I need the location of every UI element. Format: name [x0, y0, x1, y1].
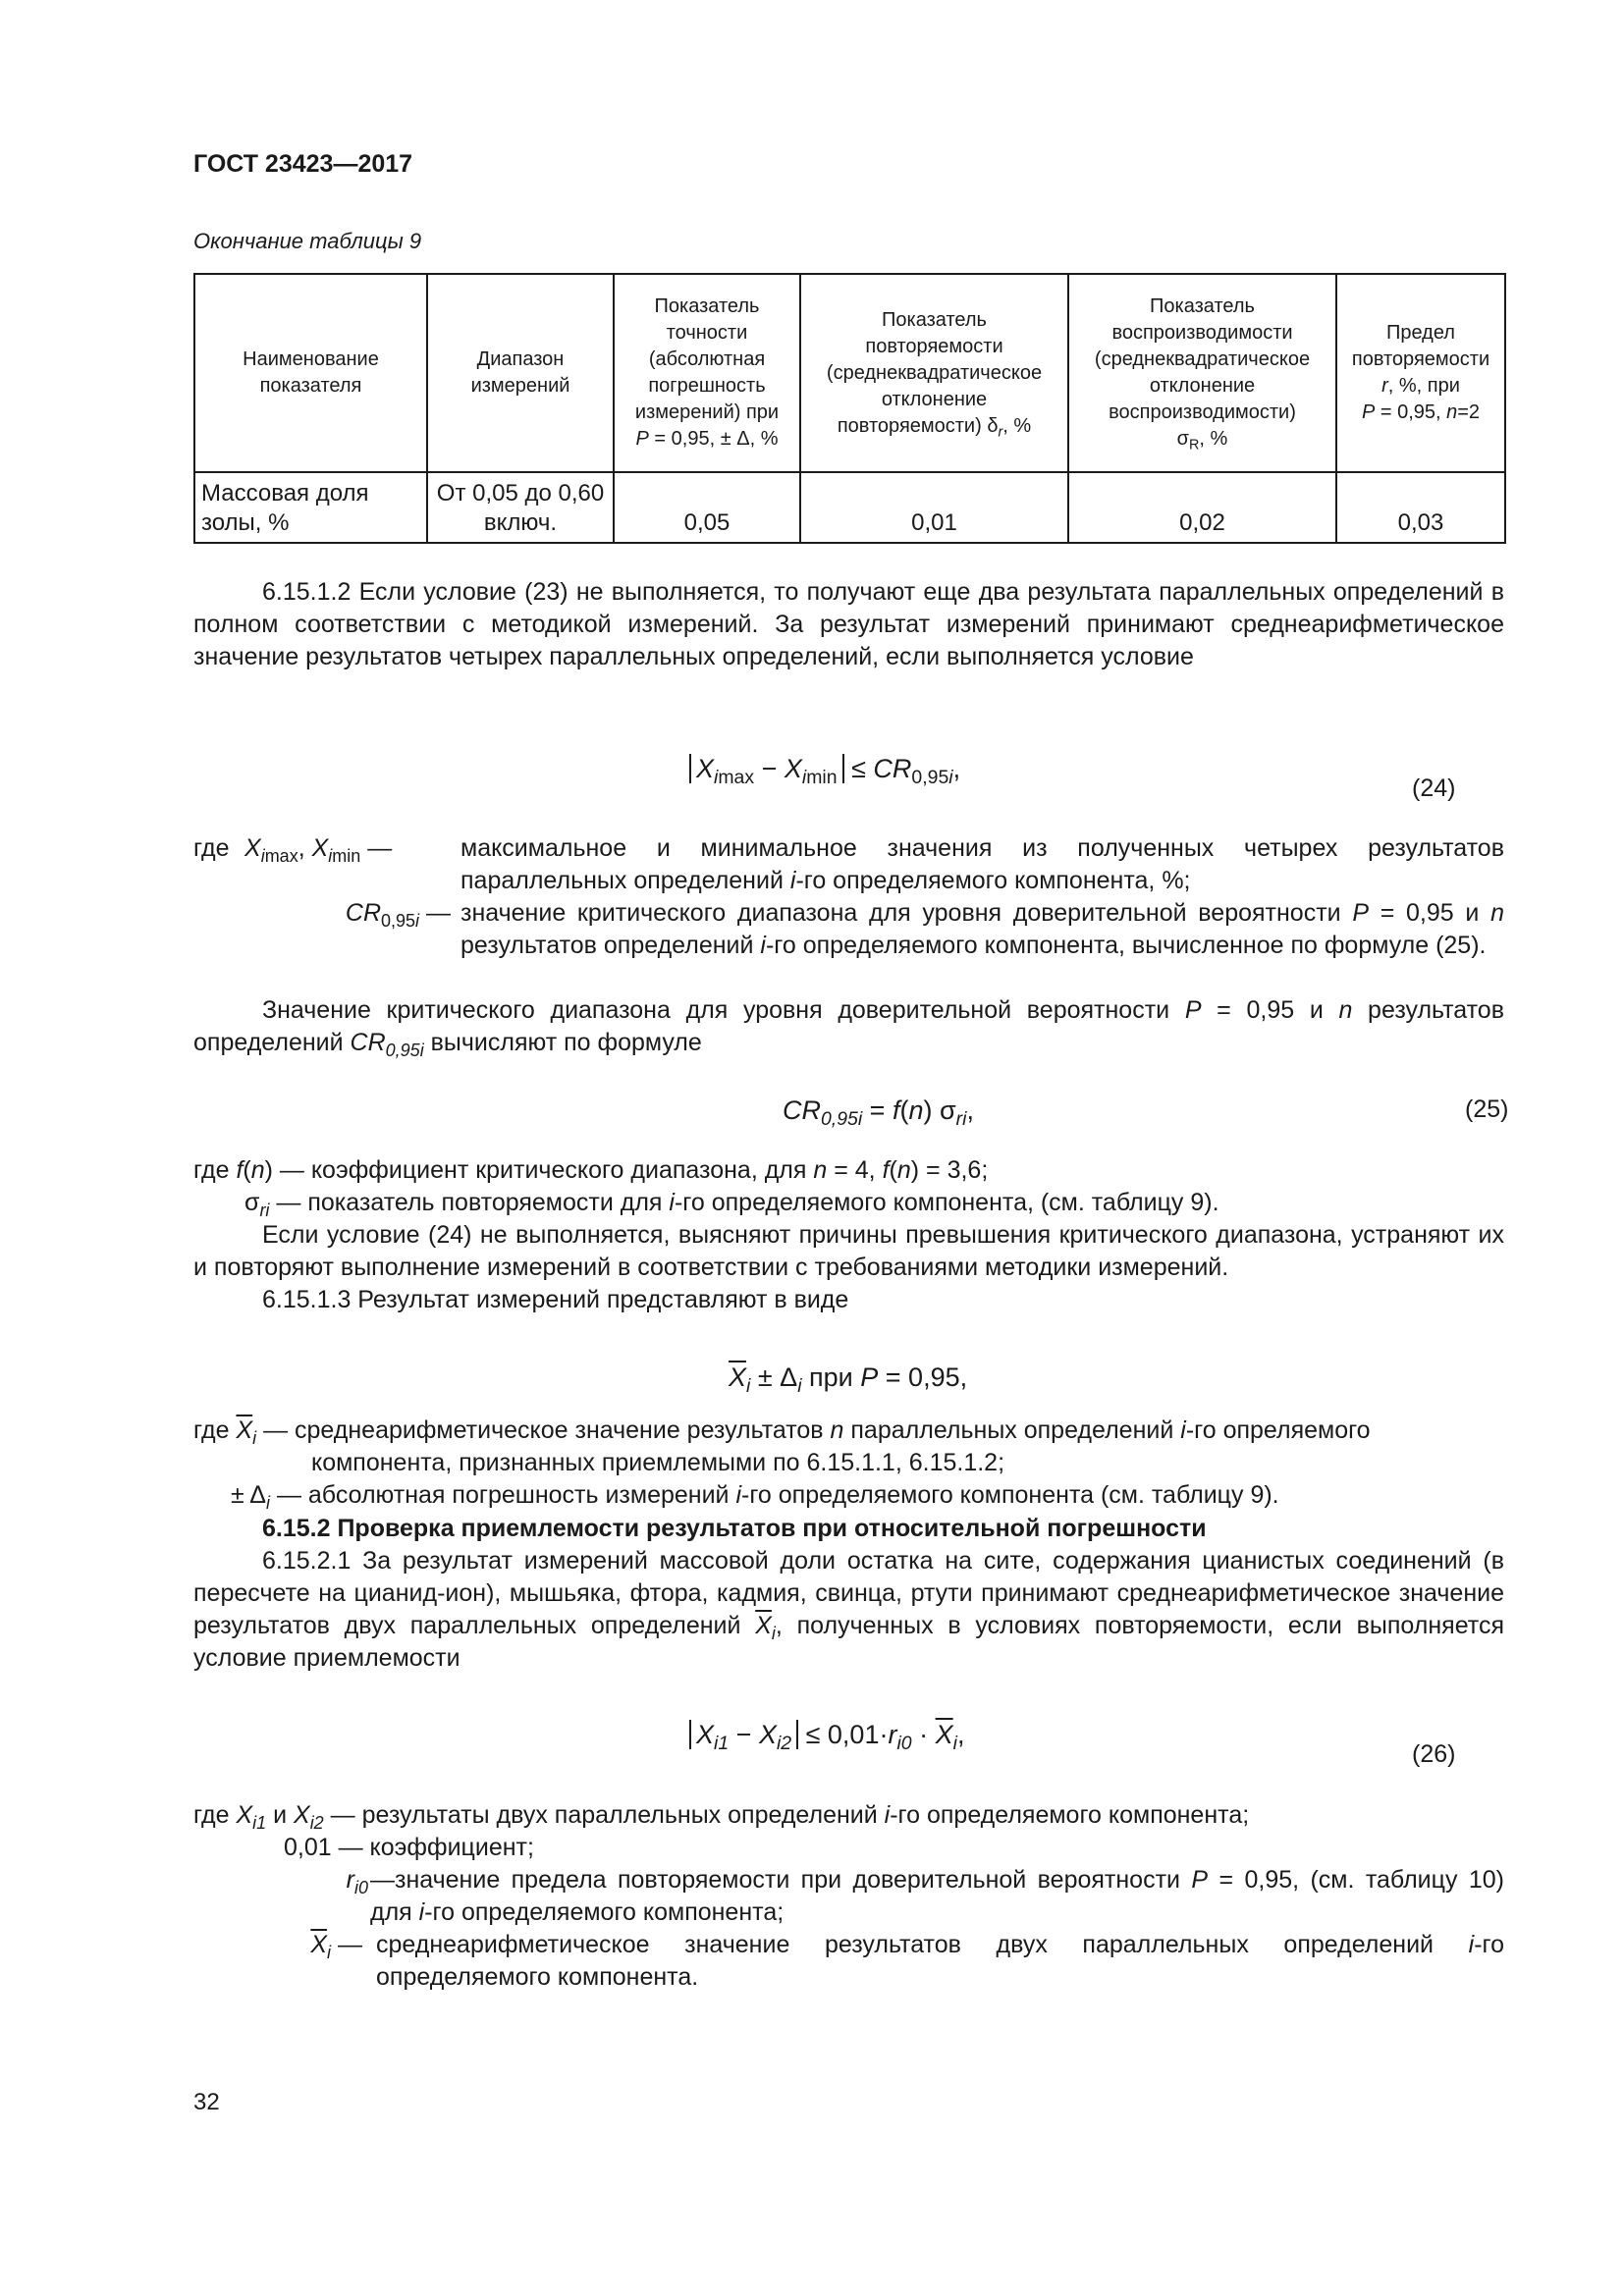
term-description: —значение предела повторяемости при доверительной вероятности P = 0,95, (см. таблицу 10) для i-го определяемого компонента; — [370, 1866, 1504, 1926]
where-list-26 — [193, 1799, 1504, 2005]
term-description: значение критического диапазона для уровня доверительной вероятности P = 0,95 и n результатов определений i-го определяемого компонента, вычисленное по формуле (25). — [460, 899, 1504, 959]
column-header: Диапазон измерений — [427, 274, 614, 472]
table-cell: Массовая доля золы, % — [194, 472, 427, 543]
table-header-row — [194, 274, 1505, 472]
table-row — [194, 472, 1505, 543]
column-header: Предел повторяемости r, %, при P = 0,95, n=2 — [1336, 274, 1505, 472]
paragraph-critical-range: Значение критического диапазона для уровня доверительной вероятности P = 0,95 и n результатов определений $CR_{0,95i}$ вычисляют по формуле — [193, 996, 1504, 1060]
term: $\overline{X}_i$ — — [310, 1931, 362, 1962]
table-cell: 0,03 — [1336, 472, 1505, 543]
equation-number: (24) — [1412, 774, 1456, 802]
table-cell: 0,02 — [1068, 472, 1336, 543]
table-cell: От 0,05 до 0,60 включ. — [427, 472, 614, 543]
where-list-25 — [193, 1154, 1504, 1219]
table-caption: Окончание таблицы 9 — [193, 229, 422, 253]
table-cell: 0,01 — [800, 472, 1068, 543]
formula-25: $CR_{0,95i} = f(n)$ $\sigma_{ri}$, — [783, 1095, 974, 1131]
paragraph-6-15-1-2: 6.15.1.2 Если условие (23) не выполняется, то получают еще два результата параллельных определений в полном соответствии с методикой измерений. За результат измерений принимают среднеарифметическое значение результатов четырех параллельных определений, если выполняется условие — [193, 578, 1504, 670]
where-list-24 — [193, 832, 1504, 989]
paragraph-condition-not-met: Если условие (24) не выполняется, выясняют причины превышения критического диапазона, устраняют их и повторяют выполнение измерений в соответствии с требованиями методики измерений. — [193, 1221, 1504, 1281]
section-heading-6-15-2: 6.15.2 Проверка приемлемости результатов при относительной погрешности — [262, 1515, 1207, 1542]
page-number: 32 — [193, 2089, 220, 2115]
equation-number: (25) — [1465, 1095, 1509, 1123]
where-item: $\sigma_{ri}$ — показатель повторяемости для i-го определяемого компонента, (см. таблицу 9). — [244, 1189, 1219, 1220]
document-code: ГОСТ 23423—2017 — [193, 150, 413, 178]
column-header: Показатель точности (абсолютная погрешность измерений) при P = 0,95, ± Δ, % — [614, 274, 800, 472]
where-list-result — [193, 1415, 1504, 1512]
table-9 — [193, 273, 1506, 544]
where-label: где — [193, 834, 230, 862]
where-item: 0,01 — коэффициент; — [284, 1834, 534, 1861]
where-item: где f(n) — коэффициент критического диапазона, для n = 4, f(n) = 3,6; — [193, 1156, 989, 1184]
term-description: среднеарифметическое значение результатов двух параллельных определений i-го определяемого компонента. — [376, 1931, 1504, 1991]
column-header: Наименование показателя — [194, 274, 427, 472]
where-item: где $\overline{X}_i$ — среднеарифметическое значение результатов n параллельных определений i-го опреляемого — [193, 1416, 1371, 1448]
equation-number: (26) — [1412, 1740, 1456, 1768]
where-item: ± $\Delta_i$ — абсолютная погрешность измерений i-го определяемого компонента (см. таблицу 9). — [231, 1481, 1279, 1513]
formula-26: $X_{i1} - X_{i2} \le 0,01\cdot r_{i0} \cdot \overline{X}_i$, — [689, 1720, 964, 1750]
term: $CR_{0,95i}$ — — [345, 899, 451, 931]
column-header: Показатель воспроизводимости (среднеквадратическое отклонение воспроизводимости) $\sigma_R$, % — [1068, 274, 1336, 472]
term: $X_{imax}$, $X_{imin}$ — — [244, 834, 393, 866]
formula-24: $X_{imax} - X_{imin} \le CR_{0,95i}$, — [689, 754, 960, 784]
where-item: где $X_{i1}$ и $X_{i2}$ — результаты двух параллельных определений i-го определяемого компонента; — [193, 1801, 1250, 1833]
term: $r_{i0}$ — [346, 1866, 368, 1897]
paragraph-6-15-2-1: 6.15.2.1 За результат измерений массовой доли остатка на сите, содержания цианистых соединений (в пересчете на цианид-ион), мышьяка, фтора, кадмия, свинца, ртути принимают среднеарифметическое значение результатов двух параллельных определений $\overline{X}_i$, полученных в условиях повторяемости, если выполняется условие приемлемости — [193, 1547, 1504, 1672]
where-item: компонента, признанных приемлемыми по 6.15.1.1, 6.15.1.2; — [311, 1449, 1005, 1476]
column-header: Показатель повторяемости (среднеквадратическое отклонение повторяемости) $\delta_r$, % — [800, 274, 1068, 472]
term-description: максимальное и минимальное значения из полученных четырех результатов параллельных определений i-го определяемого компонента, %; — [460, 834, 1504, 894]
table-cell: 0,05 — [614, 472, 800, 543]
formula-result: $\overline{X}_i \pm \Delta_i$ при P = 0,95, — [729, 1362, 968, 1398]
paragraph-6-15-1-3: 6.15.1.3 Результат измерений представляют в виде — [262, 1286, 849, 1313]
